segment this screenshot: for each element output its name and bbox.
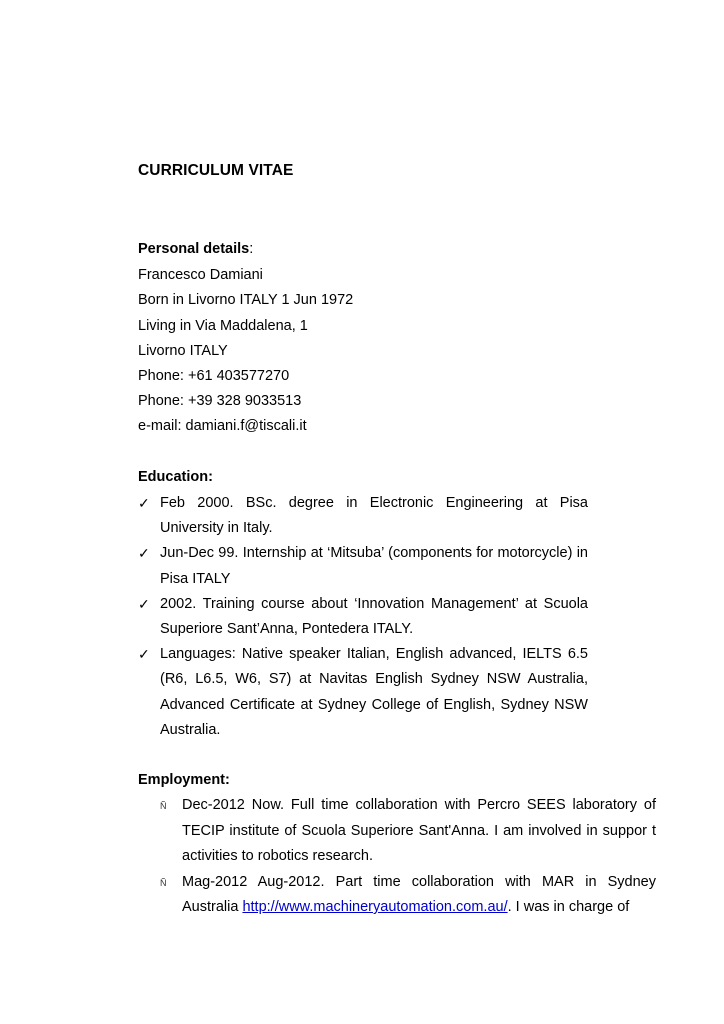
employment-list — [160, 793, 656, 921]
personal-email: e-mail: damiani.f@tiscali.it — [138, 418, 307, 434]
personal-address: Living in Via Maddalena, 1 — [138, 318, 308, 334]
personal-details-heading-text: Personal details — [138, 241, 250, 257]
document-title: CURRICULUM VITAE — [138, 162, 294, 179]
employment-item-text-start: Mag-2012 Aug-2012. Part time collaboration with MAR in Sydney Australia — [182, 873, 656, 915]
personal-name: Francesco Damiani — [138, 267, 263, 283]
company-website-link[interactable]: http://www.machineryautomation.com.au/ — [242, 899, 508, 915]
education-item-text: Languages: Native speaker Italian, English advanced, IELTS 6.5 (R6, L6.5, W6, S7) at Navitas English Sydney NSW Australia, Advanced Certificate at Sydney College of English, Sydney NSW Australia. — [160, 646, 588, 738]
education-item-text: Jun-Dec 99. Internship at ‘Mitsuba’ (components for motorcycle) in Pisa ITALY — [160, 545, 588, 587]
employment-item-text-end: . I was in charge of — [507, 899, 630, 915]
education-item — [138, 642, 588, 743]
personal-phone-it: Phone: +39 328 9033513 — [138, 393, 302, 409]
personal-phone-au: Phone: +61 403577270 — [138, 368, 290, 384]
bullet-icon: Ñ — [160, 801, 167, 811]
education-item-text: 2002. Training course about ‘Innovation Management’ at Scuola Superiore Sant’Anna, Pontedera ITALY. — [160, 595, 588, 638]
education-item — [138, 592, 588, 642]
education-item — [138, 491, 588, 541]
checkmark-icon: ✓ — [138, 595, 150, 612]
checkmark-icon: ✓ — [138, 495, 150, 511]
personal-city: Livorno ITALY — [138, 343, 228, 359]
personal-birth: Born in Livorno ITALY 1 Jun 1972 — [138, 292, 354, 308]
employment-item-text: Dec-2012 Now. Full time collaboration with Percro SEES laboratory of TECIP institute of Scuola Superiore Sant'Anna. I am involved in suppor t activities to robotics research. — [182, 797, 656, 864]
education-item-text: Feb 2000. BSc. degree in Electronic Engineering at Pisa University in Italy. — [160, 495, 588, 537]
employment-item — [160, 870, 656, 921]
personal-details-heading — [138, 241, 253, 257]
bullet-icon: Ñ — [160, 877, 167, 888]
education-heading: Education: — [138, 469, 213, 485]
checkmark-icon: ✓ — [138, 646, 150, 663]
employment-heading: Employment: — [138, 772, 230, 788]
checkmark-icon: ✓ — [138, 545, 150, 562]
education-list — [138, 491, 588, 743]
education-item — [138, 541, 588, 591]
employment-item — [160, 793, 656, 870]
personal-details-colon: : — [249, 241, 254, 257]
